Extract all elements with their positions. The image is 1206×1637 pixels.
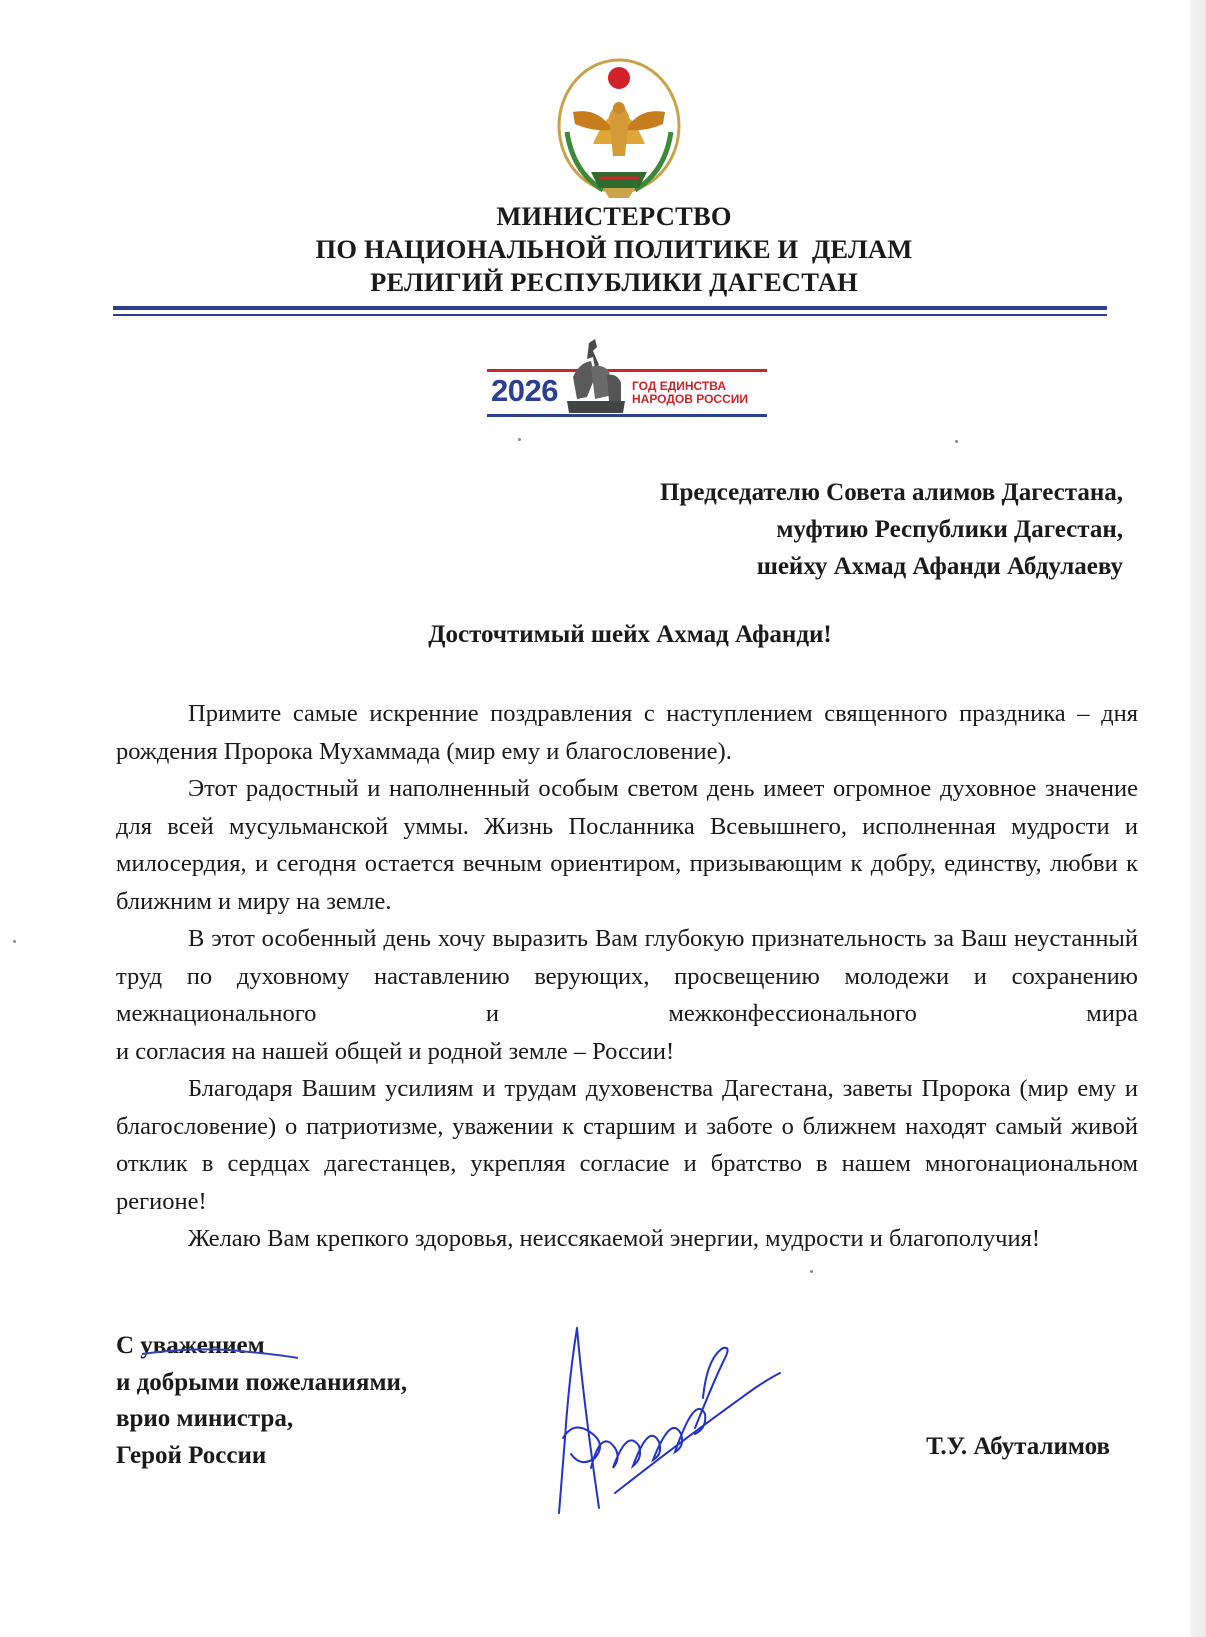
paragraph-5: Желаю Вам крепкого здоровья, неиссякаемой энергии, мудрости и благополучия! [188,1225,1041,1252]
year-of-unity-logo [487,337,772,422]
logo-text-line-2: НАРОДОВ РОССИИ [632,392,748,406]
salutation: Досточтимый шейх Ахмад Афанди! [428,621,832,648]
ministry-line-1: МИНИСТЕРСТВО [496,201,732,231]
paragraph-2: Этот радостный и наполненный особым светом день имеет огромное духовное значение для всей мусульманской уммы. Жизнь Посланника Всевышнего, исполненная мудрости и милосердия, и сегодня остается вечным ориентиром, призывающим к добру, единству, любви к ближним и миру на земле. [116,775,1138,915]
header-rule-thin [113,314,1107,316]
letter-body [116,695,1138,1258]
ministry-line-2: ПО НАЦИОНАЛЬНОЙ ПОЛИТИКЕ И ДЕЛАМ [315,234,913,264]
scan-speck [13,940,16,943]
closing-line-3: врио министра, [116,1405,294,1432]
logo-red-stripe [487,369,767,372]
closing-line-4: Герой России [116,1441,267,1469]
ministry-header [200,200,1028,299]
addressee-line-1: Председателю Совета алимов Дагестана, [660,479,1123,506]
header-rule-thick [113,306,1107,310]
addressee-line-2: муфтию Республики Дагестан, [776,516,1123,543]
monument-icon [565,337,627,415]
ministry-line-3: РЕЛИГИЙ РЕСПУБЛИКИ ДАГЕСТАН [370,267,858,297]
pen-underline-stroke [140,1342,300,1362]
closing-line-2: и добрыми пожеланиями, [116,1368,408,1396]
paragraph-3-end: и согласия на нашей общей и родной земле – России! [116,1037,675,1065]
scan-speck [955,440,958,443]
paragraph-1: Примите самые искренние поздравления с наступлением священного праздника – дня рождения Пророка Мухаммада (мир ему и благословение). [116,700,1138,765]
addressee-block [423,474,1123,585]
page-edge-shadow [1190,0,1206,1637]
logo-year: 2026 [491,373,558,408]
scan-speck [518,438,521,441]
logo-text-line-1: ГОД ЕДИНСТВА [632,379,726,393]
paragraph-4: Благодаря Вашим усилиям и трудам духовенства Дагестана, заветы Пророка (мир ему и благословение) о патриотизме, уважении к старшим и заботе о ближнем находят самый живой отклик в сердцах дагестанцев, укрепляя согласие и братство в нашем многонациональном регионе! [116,1075,1138,1215]
handwritten-signature [555,1318,795,1518]
dagestan-emblem-icon [553,52,685,200]
closing-line-1: С уважением [116,1332,265,1359]
signer-name: Т.У. Абуталимов [926,1433,1110,1460]
paragraph-3: В этот особенный день хочу выразить Вам глубокую признательность за Ваш неустанный труд по духовному наставлению верующих, просвещению молодежи и сохранению межнационального и межконфессионального мира [116,925,1138,1027]
scan-speck [810,1270,813,1273]
addressee-line-3: шейху Ахмад Афанди Абдулаеву [756,553,1123,580]
logo-blue-stripe [487,414,767,417]
